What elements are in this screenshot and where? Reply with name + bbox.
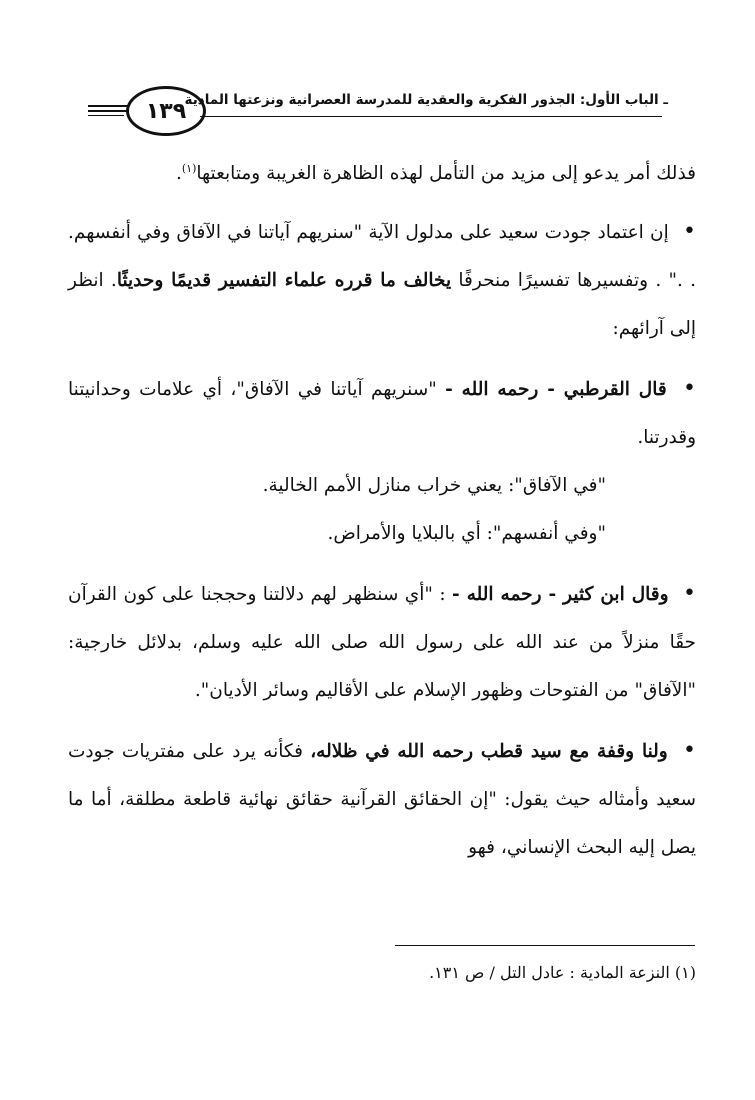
- header-rule: [88, 105, 130, 107]
- paragraph-text: "سنريهم آياتنا في الآفاق"، أي علامات وحدانيتنا وقدرتنا.: [68, 379, 696, 448]
- paragraph-qurtubi: [68, 365, 696, 462]
- paragraph-sayyid-qutb: [68, 727, 696, 872]
- paragraph-text: : "أي سنظهر لهم دلالتنا وحججنا على كون القرآن حقًا منزلاً من عند الله على رسول الله صلى الله عليه وسلم، بدلائل خارجية: "الآفاق" من الفتوحات وظهور الإسلام على الأقاليم وسائر الأديان".: [68, 584, 696, 701]
- paragraph-text: إن اعتماد جودت سعيد على مدلول الآية "سنريهم آياتنا في الآفاق وفي أنفسهم. . ." . وتفسيرها تفسيرًا منحرفًا: [68, 222, 697, 291]
- paragraph-intro: [68, 150, 696, 198]
- paragraph-jawdat: [68, 208, 696, 353]
- page-number: ١٣٩: [126, 86, 206, 136]
- header-rule: [88, 110, 130, 112]
- footnote: (١) النزعة المادية : عادل التل / ص ١٣١.: [429, 963, 696, 982]
- running-header: [88, 78, 668, 134]
- quote-line: "وفي أنفسهم": أي بالبلايا والأمراض.: [327, 523, 606, 544]
- header-rule: [88, 115, 124, 116]
- bold-phrase: ولنا وقفة مع سيد قطب رحمه الله في ظلاله،: [310, 741, 668, 762]
- footnote-marker: (١): [181, 161, 197, 175]
- paragraph-ibn-kathir: [68, 570, 696, 715]
- footnote-separator: [395, 945, 695, 946]
- paragraph-text: فكأنه يرد على مفتريات جودت سعيد وأمثاله حيث يقول: "إن الحقائق القرآنية حقائق نهائية قاطعة مطلقة، أما ما يصل إليه البحث الإنساني، فهو: [68, 741, 696, 858]
- paragraph-text: فذلك أمر يدعو إلى مزيد من التأمل لهذه الظاهرة الغريبة ومتابعتها: [196, 163, 696, 184]
- quote-line: "في الآفاق": يعني خراب منازل الأمم الخالية.: [262, 475, 606, 496]
- header-underline: [200, 116, 662, 117]
- paragraph-text: . انظر إلى آرائهم:: [68, 270, 696, 339]
- header-title: ـ الباب الأول: الجذور الفكرية والعقدية للمدرسة العصرانية ونزعتها المادية: [184, 92, 668, 108]
- paragraph-end: .: [175, 163, 182, 184]
- main-text: [68, 150, 696, 872]
- bold-phrase: وقال ابن كثير - رحمه الله -: [452, 584, 669, 605]
- bold-phrase: قال القرطبي - رحمه الله -: [445, 379, 667, 400]
- bold-phrase: يخالف ما قرره علماء التفسير قديمًا وحديثًا: [116, 270, 452, 291]
